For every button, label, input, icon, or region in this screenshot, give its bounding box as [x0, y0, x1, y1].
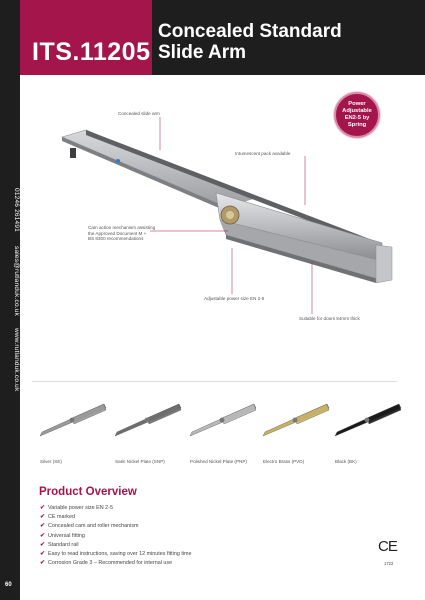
feature-text: Universal fitting: [48, 532, 85, 539]
callout-intumescent: Intumescent pack available: [235, 151, 291, 156]
product-title-line2: Slide Arm: [158, 42, 246, 63]
badge-line1: Power: [348, 101, 366, 108]
feature-text: Corrosion Grade 3 – Recommended for internal use: [48, 560, 173, 567]
finish-label: Satin Nickel Plate (SNP): [115, 459, 165, 464]
feature-item: [40, 541, 192, 550]
feature-list: [40, 504, 192, 568]
contact-sidebar: [0, 0, 20, 600]
product-title-line1: Concealed Standard: [158, 21, 342, 42]
feature-item: [40, 532, 192, 541]
product-code: ITS.11205: [32, 38, 151, 66]
callout-cam-line2: the Approved Document M +: [88, 230, 147, 236]
badge-line3: EN2-5 by: [344, 115, 370, 121]
ce-mark: CE: [378, 538, 397, 555]
finish-label: Black (BK): [335, 459, 357, 464]
check-icon: ✔: [40, 505, 46, 511]
feature-text: Concealed cam and roller mechanism: [48, 523, 139, 530]
feature-text: Easy to read instructions, saving over 12 minutes fitting time: [48, 550, 192, 557]
check-icon: ✔: [40, 532, 46, 539]
feature-item: [40, 550, 192, 559]
check-icon: ✔: [40, 541, 46, 548]
feature-item: [40, 504, 192, 513]
finish-label: Silver (SE): [40, 459, 62, 464]
callout-cam-mechanism: [88, 225, 178, 242]
product-title: [158, 21, 342, 63]
callout-slide-arm: Concealed slide arm: [118, 111, 160, 116]
page-number: 60: [5, 582, 12, 588]
closer-icon: [188, 392, 258, 442]
callout-cam-line1: Cam action mechanism assisting: [88, 225, 156, 230]
check-icon: ✔: [40, 550, 46, 557]
closer-icon: [38, 392, 108, 442]
badge-line2: Adjustable: [342, 108, 372, 115]
closer-icon: [113, 392, 183, 442]
callout-door-thickness: Suitable for doors 54mm thick: [299, 316, 360, 321]
ce-number: 1722: [384, 561, 394, 566]
sidebar-phone: 01246 261491: [13, 188, 20, 232]
feature-item: [40, 559, 192, 568]
feature-item: [40, 513, 192, 522]
finish-label: Electro Brass (PVD): [263, 459, 305, 464]
callout-cam-line3: BS 8300 recommendations: [88, 236, 144, 242]
sidebar-website[interactable]: www.rutlanduk.co.uk: [13, 328, 20, 392]
feature-text: Variable power size EN 2-5: [48, 505, 113, 511]
closer-icon: [333, 392, 403, 442]
overview-heading: Product Overview: [39, 486, 137, 498]
power-adjustable-badge: [334, 92, 380, 138]
finish-label: Polished Nickel Plate (PNP): [190, 459, 247, 464]
closer-icon: [261, 392, 331, 442]
callout-power-size: Adjustable power size EN 2-5: [204, 296, 265, 301]
check-icon: ✔: [40, 523, 46, 530]
section-divider: [32, 381, 397, 382]
badge-line4: Spring: [347, 121, 367, 128]
feature-item: [40, 522, 192, 531]
check-icon: ✔: [40, 560, 46, 567]
sidebar-email[interactable]: sales@rutlanduk.co.uk: [13, 246, 20, 317]
feature-text: Standard rail: [48, 541, 79, 548]
check-icon: ✔: [40, 514, 46, 521]
feature-text: CE marked: [48, 514, 75, 521]
